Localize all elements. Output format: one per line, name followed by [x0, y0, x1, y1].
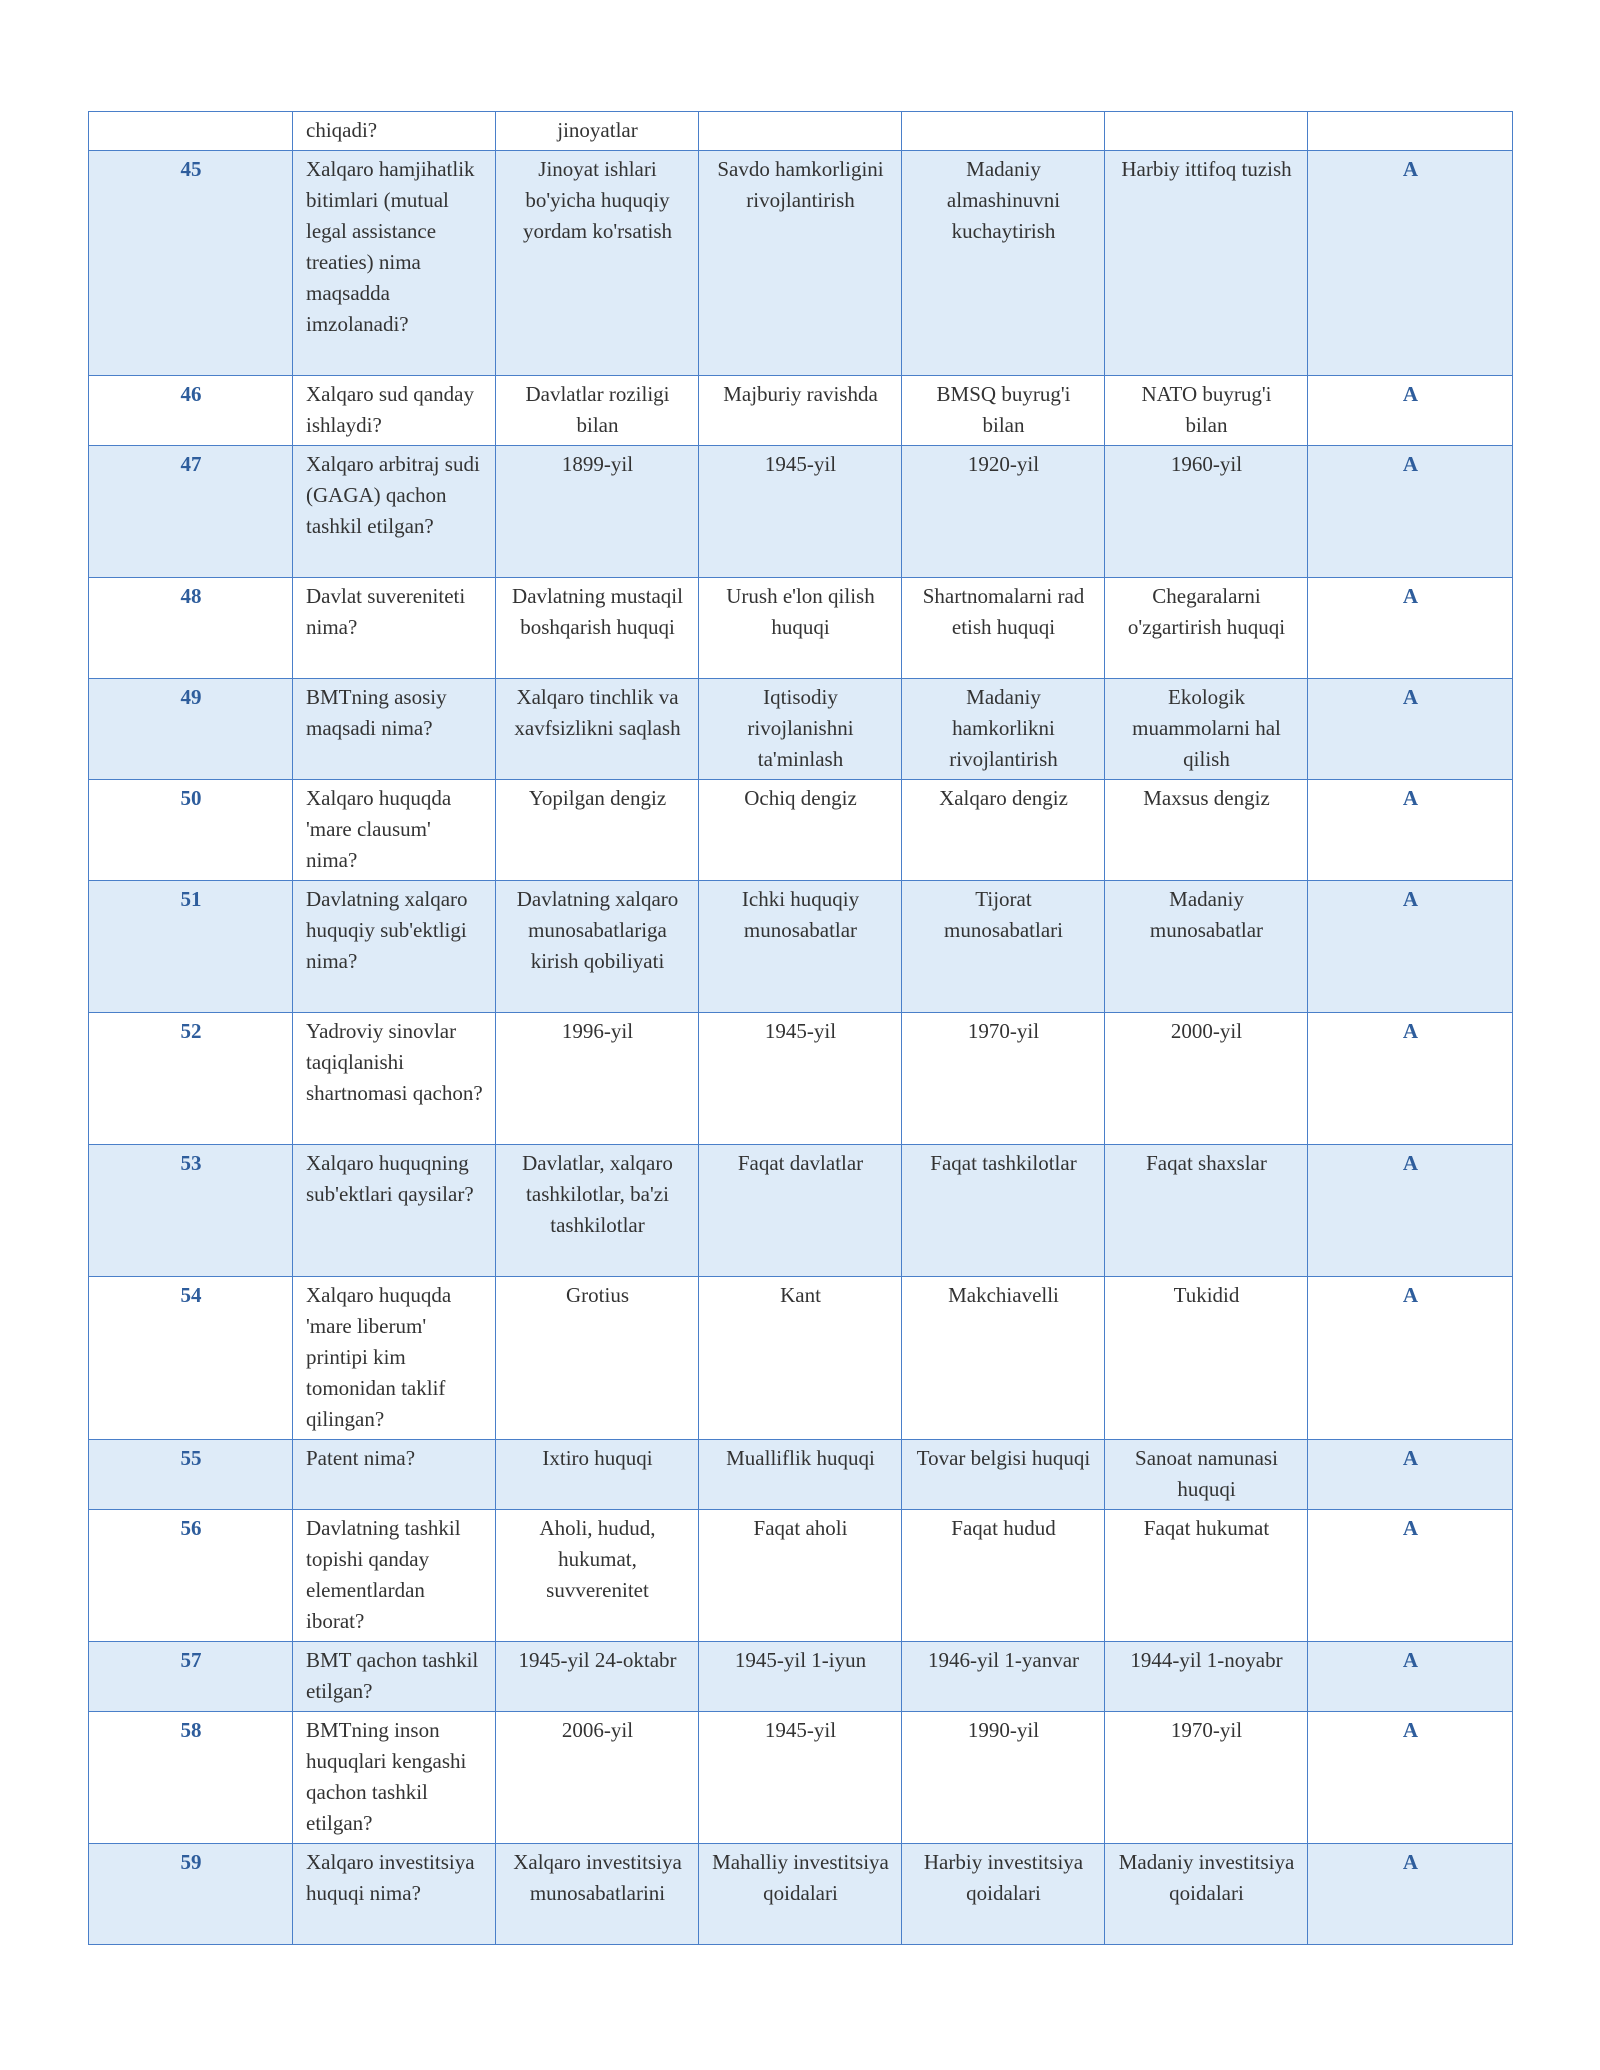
question-text-cell: BMTning asosiy maqsadi nima?: [293, 679, 496, 780]
question-text-cell: Davlatning xalqaro huquqiy sub'ektligi nima?: [293, 881, 496, 1013]
answer-cell: A: [1308, 881, 1513, 1013]
option-a-cell: 1945-yil 24-oktabr: [496, 1642, 699, 1712]
question-text-cell: BMTning inson huquqlari kengashi qachon tashkil etilgan?: [293, 1712, 496, 1844]
option-a-cell: Yopilgan dengiz: [496, 780, 699, 881]
option-d-cell: Faqat shaxslar: [1105, 1145, 1308, 1277]
answer-cell: A: [1308, 1642, 1513, 1712]
option-d-cell: Madaniy munosabatlar: [1105, 881, 1308, 1013]
option-a-cell: Davlatlar, xalqaro tashkilotlar, ba'zi tashkilotlar: [496, 1145, 699, 1277]
option-c-cell: BMSQ buyrug'i bilan: [902, 376, 1105, 446]
option-d-cell: 2000-yil: [1105, 1013, 1308, 1145]
question-number-cell: 50: [89, 780, 293, 881]
question-number-cell: 52: [89, 1013, 293, 1145]
table-row: [89, 1013, 1513, 1145]
option-c-cell: Shartnomalarni rad etish huquqi: [902, 578, 1105, 679]
option-a-cell: jinoyatlar: [496, 112, 699, 151]
question-text-cell: BMT qachon tashkil etilgan?: [293, 1642, 496, 1712]
option-d-cell: 1970-yil: [1105, 1712, 1308, 1844]
question-text-cell: chiqadi?: [293, 112, 496, 151]
option-d-cell: [1105, 112, 1308, 151]
option-b-cell: 1945-yil: [699, 1712, 902, 1844]
option-c-cell: [902, 112, 1105, 151]
option-d-cell: 1960-yil: [1105, 446, 1308, 578]
option-c-cell: Madaniy hamkorlikni rivojlantirish: [902, 679, 1105, 780]
option-b-cell: Mualliflik huquqi: [699, 1440, 902, 1510]
question-number-cell: 58: [89, 1712, 293, 1844]
answer-cell: A: [1308, 1277, 1513, 1440]
question-text-cell: Davlatning tashkil topishi qanday elementlardan iborat?: [293, 1510, 496, 1642]
option-b-cell: Kant: [699, 1277, 902, 1440]
question-text-cell: Xalqaro huquqning sub'ektlari qaysilar?: [293, 1145, 496, 1277]
question-text-cell: Xalqaro arbitraj sudi (GAGA) qachon tashkil etilgan?: [293, 446, 496, 578]
option-d-cell: Harbiy ittifoq tuzish: [1105, 151, 1308, 376]
option-a-cell: 2006-yil: [496, 1712, 699, 1844]
question-text-cell: Xalqaro hamjihatlik bitimlari (mutual legal assistance treaties) nima maqsadda imzolanadi?: [293, 151, 496, 376]
table-row: [89, 881, 1513, 1013]
option-b-cell: Mahalliy investitsiya qoidalari: [699, 1844, 902, 1945]
question-text-cell: Patent nima?: [293, 1440, 496, 1510]
question-number-cell: 55: [89, 1440, 293, 1510]
question-text-cell: Davlat suvereniteti nima?: [293, 578, 496, 679]
option-d-cell: Ekologik muammolarni hal qilish: [1105, 679, 1308, 780]
table-row: [89, 578, 1513, 679]
option-b-cell: Ochiq dengiz: [699, 780, 902, 881]
option-d-cell: Chegaralarni o'zgartirish huquqi: [1105, 578, 1308, 679]
table-row: [89, 1145, 1513, 1277]
option-a-cell: Davlatning mustaqil boshqarish huquqi: [496, 578, 699, 679]
answer-cell: A: [1308, 1145, 1513, 1277]
question-number-cell: 56: [89, 1510, 293, 1642]
option-c-cell: Xalqaro dengiz: [902, 780, 1105, 881]
option-b-cell: Urush e'lon qilish huquqi: [699, 578, 902, 679]
table-row: [89, 1510, 1513, 1642]
table-row: [89, 1440, 1513, 1510]
table-row: [89, 679, 1513, 780]
table-row-continuation: [89, 112, 1513, 151]
question-number-cell: 49: [89, 679, 293, 780]
option-b-cell: 1945-yil 1-iyun: [699, 1642, 902, 1712]
option-d-cell: 1944-yil 1-noyabr: [1105, 1642, 1308, 1712]
option-d-cell: Tukidid: [1105, 1277, 1308, 1440]
question-number-cell: 47: [89, 446, 293, 578]
answer-cell: A: [1308, 1510, 1513, 1642]
option-c-cell: Madaniy almashinuvni kuchaytirish: [902, 151, 1105, 376]
option-a-cell: 1996-yil: [496, 1013, 699, 1145]
question-number-cell: 45: [89, 151, 293, 376]
answer-cell: A: [1308, 446, 1513, 578]
option-d-cell: Sanoat namunasi huquqi: [1105, 1440, 1308, 1510]
option-a-cell: Xalqaro tinchlik va xavfsizlikni saqlash: [496, 679, 699, 780]
option-d-cell: Maxsus dengiz: [1105, 780, 1308, 881]
option-d-cell: NATO buyrug'i bilan: [1105, 376, 1308, 446]
option-b-cell: Majburiy ravishda: [699, 376, 902, 446]
option-c-cell: 1920-yil: [902, 446, 1105, 578]
answer-cell: A: [1308, 1712, 1513, 1844]
option-a-cell: 1899-yil: [496, 446, 699, 578]
question-number-cell: 57: [89, 1642, 293, 1712]
question-table-body: [89, 112, 1513, 1945]
option-b-cell: 1945-yil: [699, 446, 902, 578]
question-number-cell: 46: [89, 376, 293, 446]
table-row: [89, 151, 1513, 376]
page: [88, 111, 1512, 1945]
question-number-cell: 53: [89, 1145, 293, 1277]
option-a-cell: Aholi, hudud, hukumat, suvverenitet: [496, 1510, 699, 1642]
option-c-cell: Tijorat munosabatlari: [902, 881, 1105, 1013]
table-row: [89, 780, 1513, 881]
option-c-cell: 1946-yil 1-yanvar: [902, 1642, 1105, 1712]
answer-cell: [1308, 112, 1513, 151]
question-table: [88, 111, 1513, 1945]
option-c-cell: 1990-yil: [902, 1712, 1105, 1844]
answer-cell: A: [1308, 1013, 1513, 1145]
option-a-cell: Ixtiro huquqi: [496, 1440, 699, 1510]
option-d-cell: Faqat hukumat: [1105, 1510, 1308, 1642]
option-b-cell: Iqtisodiy rivojlanishni ta'minlash: [699, 679, 902, 780]
table-row: [89, 446, 1513, 578]
option-d-cell: Madaniy investitsiya qoidalari: [1105, 1844, 1308, 1945]
option-c-cell: Tovar belgisi huquqi: [902, 1440, 1105, 1510]
answer-cell: A: [1308, 1844, 1513, 1945]
question-text-cell: Yadroviy sinovlar taqiqlanishi shartnomasi qachon?: [293, 1013, 496, 1145]
table-row: [89, 376, 1513, 446]
answer-cell: A: [1308, 151, 1513, 376]
table-row: [89, 1642, 1513, 1712]
option-b-cell: 1945-yil: [699, 1013, 902, 1145]
answer-cell: A: [1308, 679, 1513, 780]
table-row: [89, 1844, 1513, 1945]
answer-cell: A: [1308, 578, 1513, 679]
question-number-cell: [89, 112, 293, 151]
question-number-cell: 51: [89, 881, 293, 1013]
option-c-cell: Faqat hudud: [902, 1510, 1105, 1642]
option-b-cell: Faqat davlatlar: [699, 1145, 902, 1277]
option-b-cell: Savdo hamkorligini rivojlantirish: [699, 151, 902, 376]
answer-cell: A: [1308, 376, 1513, 446]
option-b-cell: Faqat aholi: [699, 1510, 902, 1642]
option-a-cell: Davlatlar roziligi bilan: [496, 376, 699, 446]
option-c-cell: Makchiavelli: [902, 1277, 1105, 1440]
option-a-cell: Grotius: [496, 1277, 699, 1440]
question-text-cell: Xalqaro investitsiya huquqi nima?: [293, 1844, 496, 1945]
question-number-cell: 59: [89, 1844, 293, 1945]
option-c-cell: Faqat tashkilotlar: [902, 1145, 1105, 1277]
question-number-cell: 54: [89, 1277, 293, 1440]
question-text-cell: Xalqaro sud qanday ishlaydi?: [293, 376, 496, 446]
question-text-cell: Xalqaro huquqda 'mare clausum' nima?: [293, 780, 496, 881]
option-a-cell: Davlatning xalqaro munosabatlariga kirish qobiliyati: [496, 881, 699, 1013]
option-c-cell: 1970-yil: [902, 1013, 1105, 1145]
option-b-cell: Ichki huquqiy munosabatlar: [699, 881, 902, 1013]
question-number-cell: 48: [89, 578, 293, 679]
option-a-cell: Jinoyat ishlari bo'yicha huquqiy yordam ko'rsatish: [496, 151, 699, 376]
question-text-cell: Xalqaro huquqda 'mare liberum' printipi kim tomonidan taklif qilingan?: [293, 1277, 496, 1440]
option-c-cell: Harbiy investitsiya qoidalari: [902, 1844, 1105, 1945]
option-a-cell: Xalqaro investitsiya munosabatlarini: [496, 1844, 699, 1945]
table-row: [89, 1712, 1513, 1844]
answer-cell: A: [1308, 780, 1513, 881]
option-b-cell: [699, 112, 902, 151]
answer-cell: A: [1308, 1440, 1513, 1510]
table-row: [89, 1277, 1513, 1440]
